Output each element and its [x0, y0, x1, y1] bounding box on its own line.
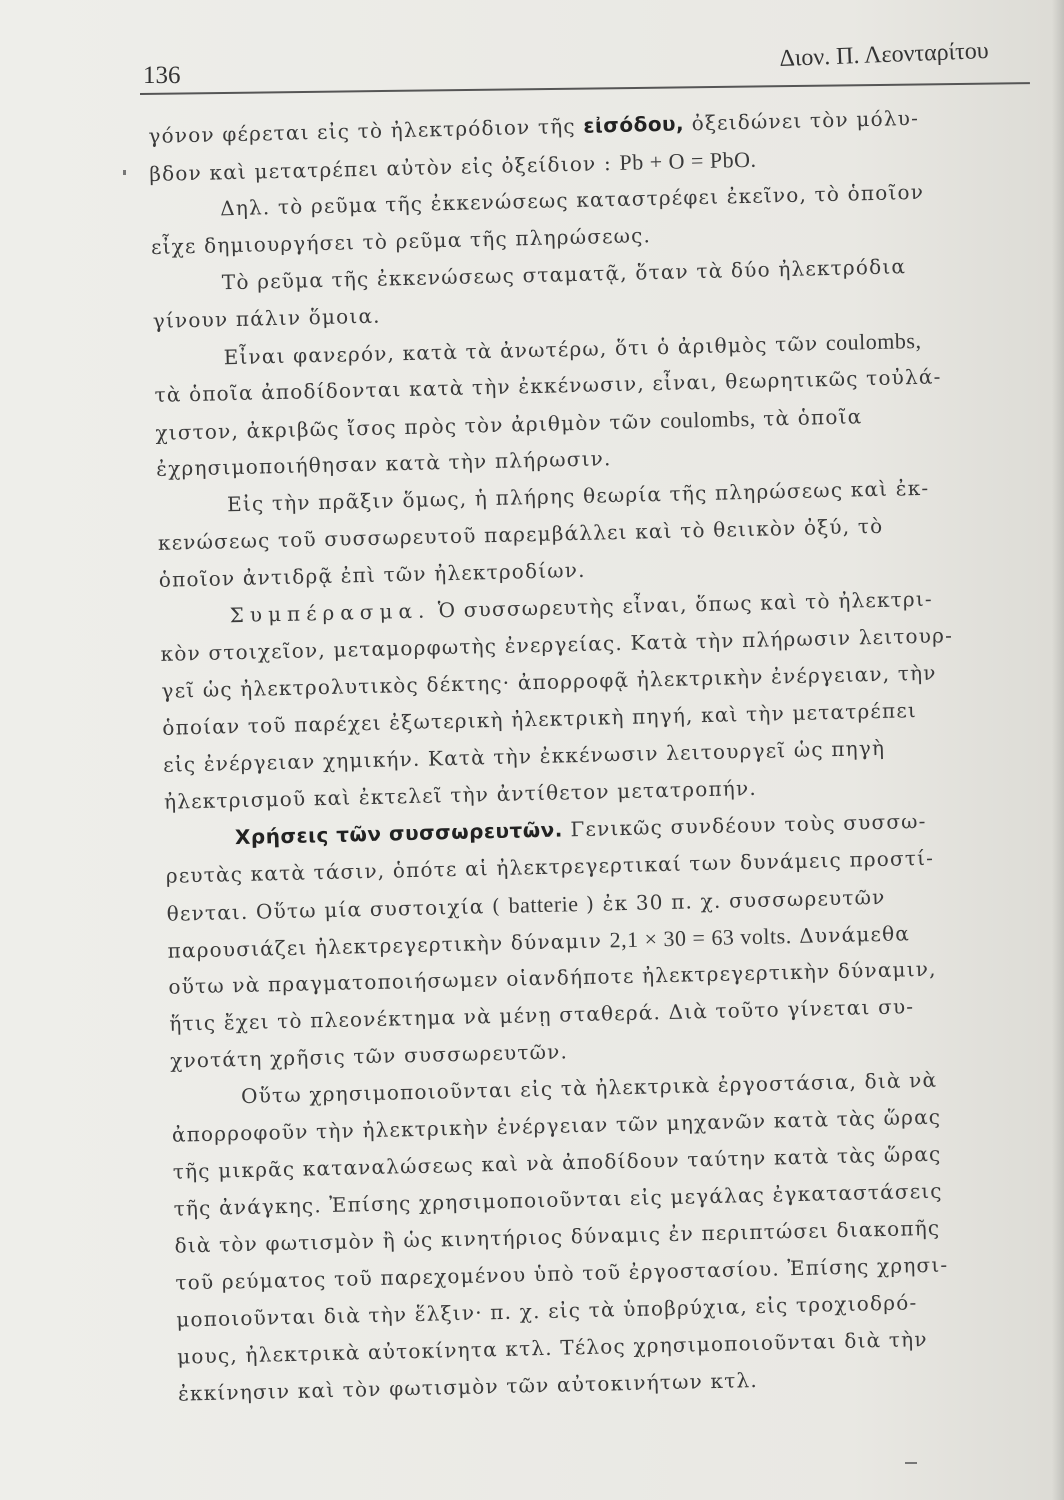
line-text: τῆς ἀνάγκης. Ἐπίσης χρησιμοποιοῦνται εἰς μεγάλας ἐγκαταστάσεις [173, 1178, 943, 1221]
line-text: παρουσιάζει ἠλεκτρεγερτικὴν δύναμιν [167, 928, 610, 963]
line-text: ὀξειδώνει τὸν μόλυ- [683, 105, 920, 136]
line-text: ρευτὰς κατὰ τάσιν, ὁπότε αἱ ἠλεκτρεγερτικαί των δυνάμεις προστί- [165, 845, 935, 888]
line-text: ἠλεκτρισμοῦ καὶ ἐκτελεῖ τὴν ἀντίθετον μετατροπήν. [163, 775, 758, 814]
line-text: ὁποίαν τοῦ παρέχει ἐξωτερικὴ ἠλεκτρικὴ πηγή, καὶ τὴν μετατρέπει [162, 698, 918, 740]
line-text: ἐκκίνησιν καὶ τὸν φωτισμὸν τῶν αὐτοκινήτων κτλ. [177, 1367, 759, 1406]
bold-term: εἰσόδου, [583, 111, 685, 138]
line-text: γόνον φέρεται εἰς τὸ ἠλεκτρόδιον τῆς [148, 113, 584, 148]
line-text: γεῖ ὡς ἠλεκτρολυτικὸς δέκτης· ἀπορροφᾷ ἠλεκτρικὴν ἐνέργειαν, τὴν [161, 660, 937, 703]
body-text [148, 97, 1058, 1412]
line-text: εἰς ἐνέργειαν χημικήν. Κατὰ τὴν ἐκκένωσιν λειτουργεῖ ὡς πηγὴ [162, 735, 886, 777]
line-text: κὸν στοιχεῖον, μεταμορφωτὴς ἐνεργείας. Κατὰ τὴν πλήρωσιν λειτουρ- [160, 623, 954, 666]
line-text: Ὁ συσσωρευτὴς εἶναι, ὅπως καὶ τὸ ἠλεκτρι- [429, 586, 934, 623]
line-text: ἀπορροφοῦν τὴν ἠλεκτρικὴν ἐνέργειαν τῶν μηχανῶν κατὰ τὰς ὥρας [171, 1104, 942, 1147]
line-text: Εἰς τὴν πρᾶξιν ὅμως, ἡ πλήρης θεωρία τῆς πληρώσεως καὶ ἐκ- [226, 475, 930, 517]
latin-term: coulombs, [825, 327, 922, 356]
page-number: 136 [143, 62, 181, 89]
line-text: κενώσεως τοῦ συσσωρευτοῦ παρεμβάλλει καὶ τὸ θειικὸν ὀξύ, τὸ [157, 513, 884, 555]
line-text: χιστον, ἀκριβῶς ἴσος πρὸς τὸν ἀριθμὸν τῶν [155, 409, 661, 445]
line-text: ἐχρησιμοποιήθησαν κατὰ τὴν πλήρωσιν. [155, 446, 612, 481]
latin-term: coulombs, [659, 405, 756, 434]
formula: 2,1 × 30 = 63 volts. [609, 923, 792, 953]
line-text: Οὕτω χρησιμοποιοῦνται εἰς τὰ ἠλεκτρικὰ ἐργοστάσια, διὰ νὰ [240, 1067, 938, 1109]
page-edge-shadow [1052, 0, 1064, 1500]
line-text: τὰ ὁποῖα [755, 404, 863, 431]
line-text: μους, ἠλεκτρικὰ αὐτοκίνητα κτλ. Τέλος χρησιμοποιοῦνται διὰ τὴν [176, 1326, 928, 1369]
line-text: μοποιοῦνται διὰ τὴν ἕλξιν· π. χ. εἰς τὰ ὑποβρύχια, εἰς τροχιοδρό- [176, 1290, 918, 1332]
running-head: Διον. Π. Λεονταρίτου [778, 37, 990, 73]
line-text: Γενικῶς συνδέουν τοὺς συσσω- [562, 808, 927, 842]
line-text: Εἶναι φανερόν, κατὰ τὰ ἀνωτέρω, ὅτι ὁ ἀριθμὸς τῶν [223, 331, 827, 370]
formula: Pb + O = PbO. [619, 146, 757, 175]
line-text: βδον καὶ μετατρέπει αὐτὸν εἰς ὀξείδιον : [149, 150, 620, 186]
line-text: Δυνάμεθα [791, 921, 911, 949]
line-text: Τὸ ρεῦμα τῆς ἐκκενώσεως σταματᾷ, ὅταν τὰ δύο ἠλεκτρόδια [221, 254, 907, 295]
ink-speck [123, 170, 126, 175]
line-text: ) ἐκ 30 π. χ. συσσωρευτῶν [578, 884, 886, 917]
line-text: οὕτω νὰ πραγματοποιήσωμεν οἱανδήποτε ἠλεκτρεγερτικὴν δύναμιν, [168, 956, 937, 999]
line-text: ὁποῖον ἀντιδρᾷ ἐπὶ τῶν ἠλεκτροδίων. [158, 557, 586, 592]
page-header [0, 0, 1064, 100]
ink-speck [905, 1462, 917, 1464]
line-text: διὰ τὸν φωτισμὸν ἢ ὡς κινητήριος δύναμις ἐν περιπτώσει διακοπῆς [174, 1215, 941, 1258]
latin-term: batterie [508, 891, 579, 918]
line-text: εἶχε δημιουργήσει τὸ ρεῦμα τῆς πληρώσεως. [150, 223, 652, 259]
line-text: ἥτις ἔχει τὸ πλεονέκτημα νὰ μένῃ σταθερά. Διὰ τοῦτο γίνεται συ- [169, 994, 915, 1036]
spaced-heading: Συμπέρασμα. [229, 598, 431, 628]
line-text: τοῦ ρεύματος τοῦ παρεχομένου ὑπὸ τοῦ ἐργοστασίου. Ἐπίσης χρησι- [175, 1252, 949, 1295]
line-text: χνοτάτη χρῆσις τῶν συσσωρευτῶν. [169, 1039, 569, 1073]
header-rule [140, 82, 1030, 95]
line-text: τὰ ὁποῖα ἀποδίδονται κατὰ τὴν ἐκκένωσιν, εἶναι, θεωρητικῶς τοὐλά- [154, 364, 942, 407]
line-text: γίνουν πάλιν ὅμοια. [152, 303, 381, 333]
section-heading: Χρήσεις τῶν συσσωρευτῶν. [234, 817, 564, 850]
line-text: θενται. Οὕτω μία συστοιχία ( [166, 893, 509, 926]
line-text: Δηλ. τὸ ρεῦμα τῆς ἐκκενώσεως καταστρέφει ἐκεῖνο, τὸ ὁποῖον [219, 179, 925, 221]
line-text: τῆς μικρᾶς καταναλώσεως καὶ νὰ ἀποδίδουν ταύτην κατὰ τὰς ὥρας [172, 1141, 942, 1184]
